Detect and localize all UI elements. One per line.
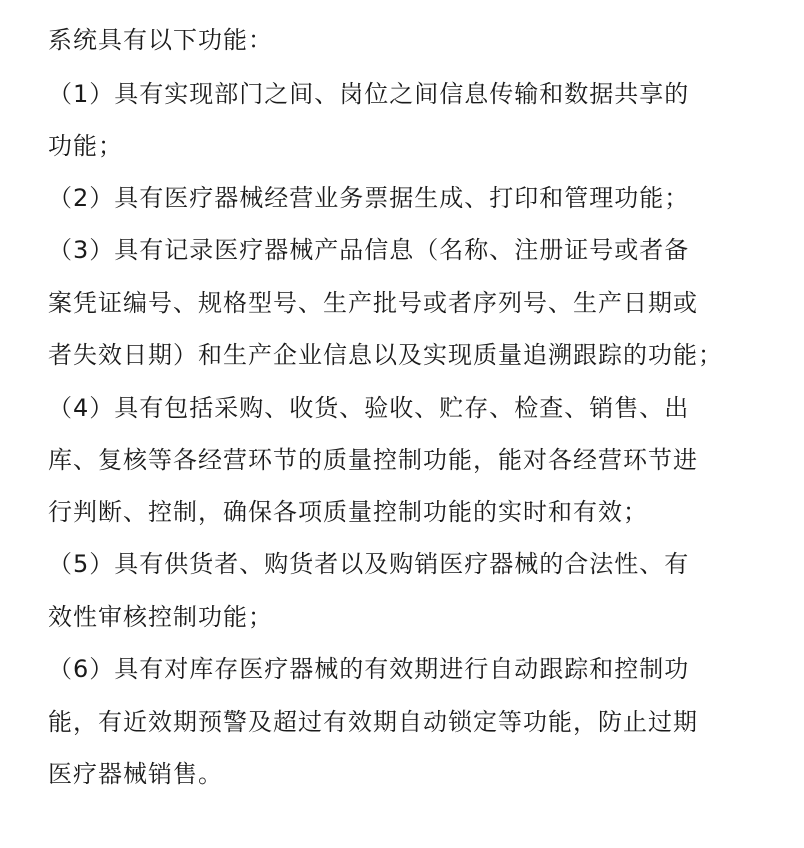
intro-line: 系统具有以下功能： (48, 26, 273, 54)
item-3-line-1: （3）具有记录医疗器械产品信息（名称、注册证号或者备 (48, 236, 690, 264)
item-4-line-2: 库、复核等各经营环节的质量控制功能，能对各经营环节进 (48, 446, 698, 474)
item-6-line-3: 医疗器械销售。 (48, 760, 223, 788)
item-4-line-3: 行判断、控制，确保各项质量控制功能的实时和有效； (48, 498, 648, 526)
item-2-line-1: （2）具有医疗器械经营业务票据生成、打印和管理功能； (48, 184, 690, 212)
item-6-line-1: （6）具有对库存医疗器械的有效期进行自动跟踪和控制功 (48, 655, 690, 683)
item-4-line-1: （4）具有包括采购、收货、验收、贮存、检查、销售、出 (48, 394, 690, 422)
item-5-line-1: （5）具有供货者、购货者以及购销医疗器械的合法性、有 (48, 550, 690, 578)
item-5-line-2: 效性审核控制功能； (48, 603, 273, 631)
item-1-line-1: （1）具有实现部门之间、岗位之间信息传输和数据共享的 (48, 80, 690, 108)
item-1-line-2: 功能； (48, 132, 123, 160)
item-3-line-3: 者失效日期）和生产企业信息以及实现质量追溯跟踪的功能； (48, 341, 723, 369)
item-6-line-2: 能，有近效期预警及超过有效期自动锁定等功能，防止过期 (48, 708, 698, 736)
item-3-line-2: 案凭证编号、规格型号、生产批号或者序列号、生产日期或 (48, 289, 698, 317)
